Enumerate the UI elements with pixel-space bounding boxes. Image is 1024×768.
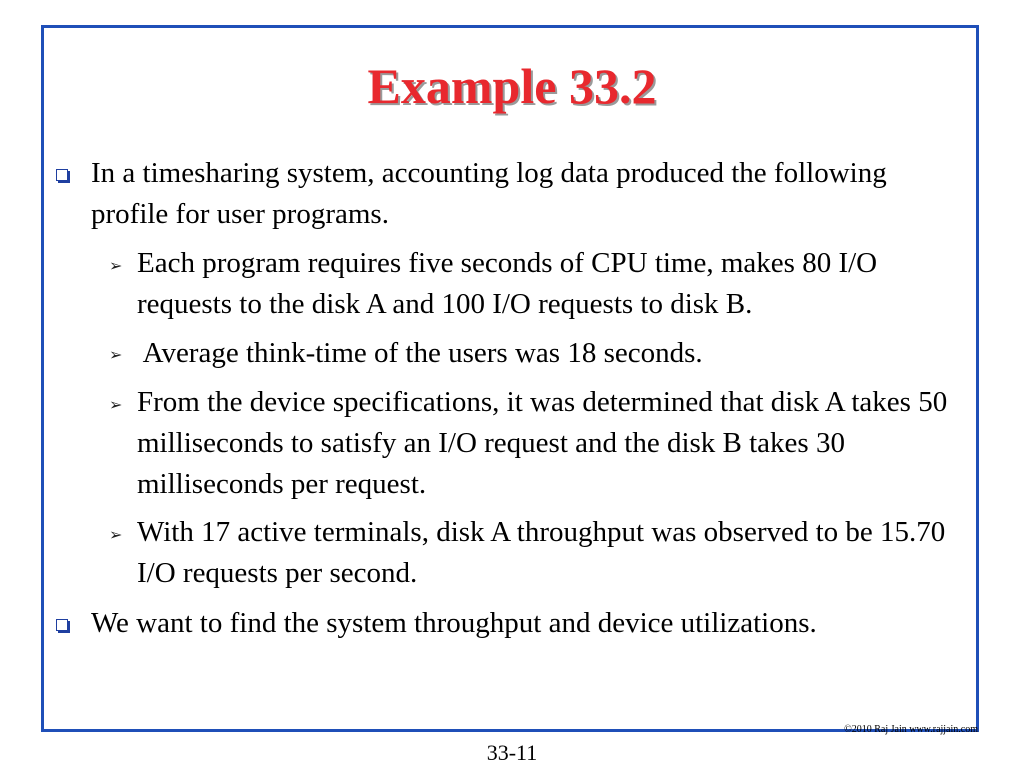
arrow-bullet-icon: ➢ (109, 395, 123, 414)
sub-bullet-item: Each program requires five seconds of CPU time, makes 80 I/O requests to the disk A and 100 I/O requests to disk B. (137, 247, 878, 320)
bullet-item: We want to find the system throughput and device utilizations. (91, 607, 817, 639)
bullet-item: In a timesharing system, accounting log data produced the following profile for user programs. (91, 157, 887, 230)
page-number: 33-11 (486, 740, 538, 765)
square-bullet-icon (56, 169, 68, 181)
arrow-bullet-icon: ➢ (109, 256, 123, 275)
slide-title: Example 33.2 (367, 58, 657, 114)
copyright-text: ©2010 Raj Jain www.rajjain.com (844, 724, 978, 735)
sub-bullet-item: Average think-time of the users was 18 seconds. (137, 337, 703, 369)
square-bullet-icon (56, 619, 68, 631)
sub-bullet-item: From the device specifications, it was determined that disk A takes 50 milliseconds to satisfy an I/O request and the disk B takes 30 milliseconds per request. (137, 386, 948, 500)
arrow-bullet-icon: ➢ (109, 525, 123, 544)
sub-bullet-item: With 17 active terminals, disk A throughput was observed to be 15.70 I/O requests per second. (137, 516, 946, 589)
arrow-bullet-icon: ➢ (109, 345, 123, 364)
